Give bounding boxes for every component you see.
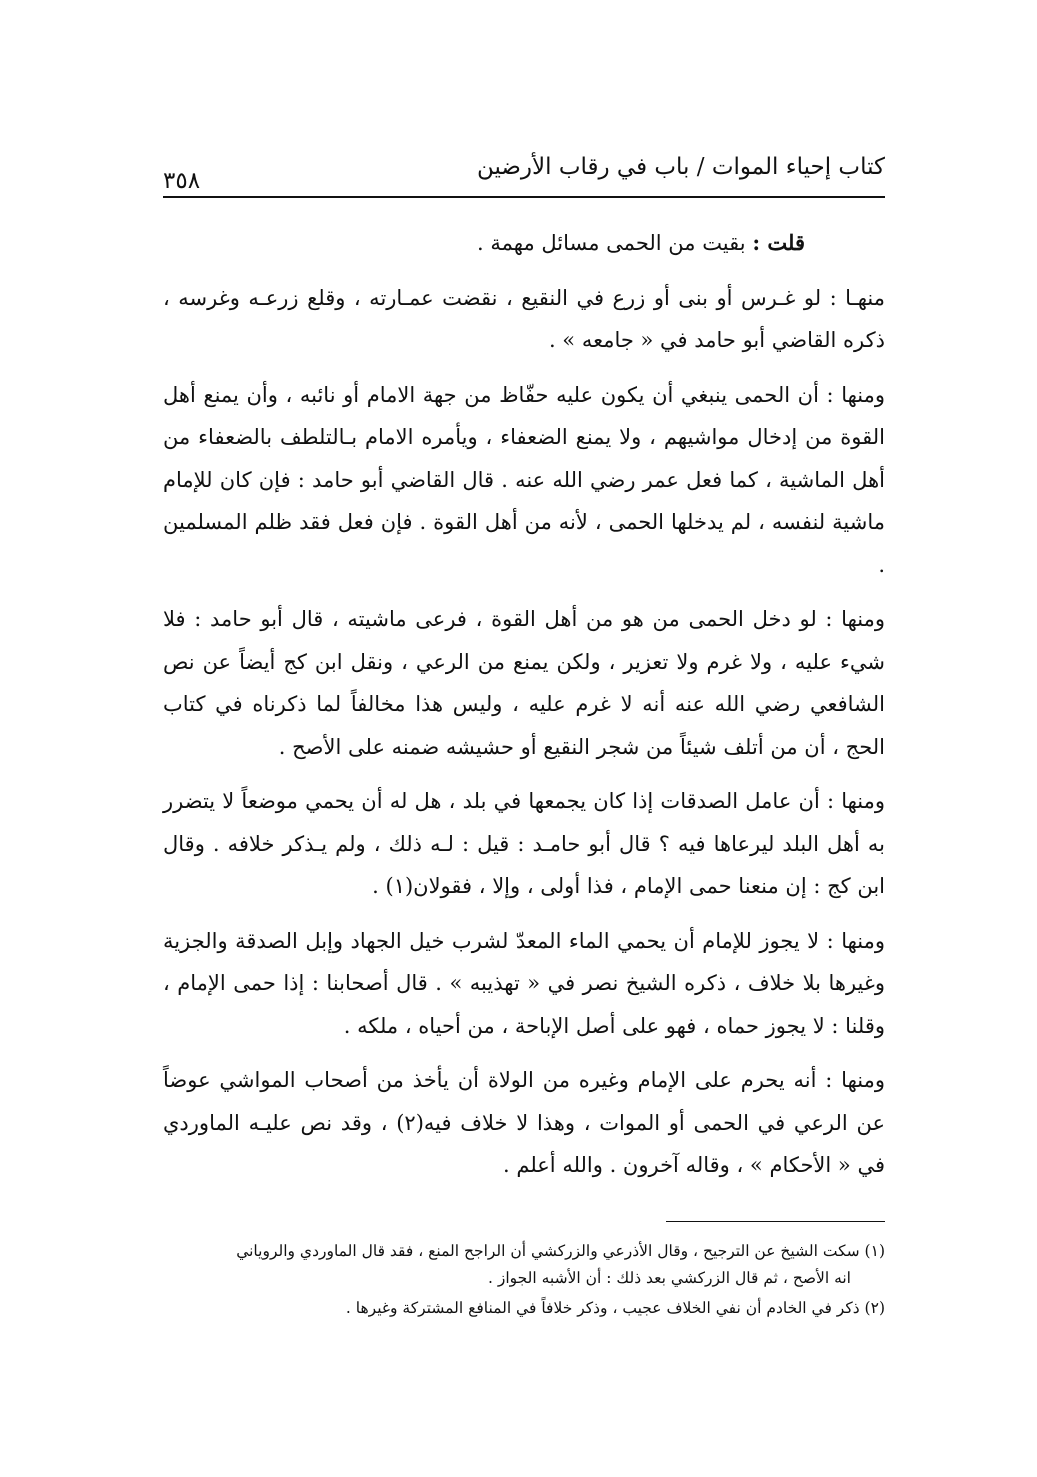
paragraph-7: ومنها : أنه يحرم على الإمام وغيره من الولاة أن يأخذ من أصحاب المواشي عوضاً عن الرعي في الحمى أو الموات ، وهذا لا خلاف فيه(٢) ، وقد نص عليـه الماوردي في « الأحكام » ، وقاله آخرون . والله أعلم .: [163, 1068, 885, 1177]
paragraph-1-lead: قلت :: [752, 230, 805, 255]
page-header: [163, 150, 885, 196]
footnote-1-line-1: (١) سكت الشيخ عن الترجيح ، وقال الأذرعي والزركشي أن الراجح المنع ، فقد قال الماوردي والروياني: [236, 1242, 885, 1260]
paragraph-1: [163, 222, 885, 265]
paragraph-3: ومنها : أن الحمى ينبغي أن يكون عليه حفّاظ من جهة الامام أو نائبه ، وأن يمنع أهل القوة من إدخال مواشيهم ، ولا يمنع الضعفاء ، ويأمره الامام بـالتلطف بالضعفاء من أهل الماشية ، كما فعل عمر رضي الله عنه . قال القاضي أبو حامد : فإن كان للإمام ماشية لنفسه ، لم يدخلها الحمى ، لأنه من أهل القوة . فإن فعل فقد ظلم المسلمين .: [163, 382, 885, 577]
paragraph-2: منهـا : لو غـرس أو بنى أو زرع في النقيع ، نقضت عمـارته ، وقلع زرعـه وغرسه ، ذكره القاضي أبو حامد في « جامعه » .: [163, 285, 885, 352]
running-head: كتاب إحياء الموات / باب في رقاب الأرضين: [476, 154, 885, 180]
footnotes: [163, 1238, 885, 1325]
footnote-rule: [666, 1221, 885, 1222]
footnote-1: [163, 1238, 885, 1292]
paragraph-1-text: بقيت من الحمى مسائل مهمة .: [477, 231, 746, 255]
paragraph-6: ومنها : لا يجوز للإمام أن يحمي الماء المعدّ لشرب خيل الجهاد وإبل الصدقة والجزية وغيرها بلا خلاف ، ذكره الشيخ نصر في « تهذيبه » . قال أصحابنا : إذا حمى الإمام ، وقلنا : لا يجوز حماه ، فهو على أصل الإباحة ، من أحياه ، ملكه .: [163, 928, 885, 1038]
paragraph-5: ومنها : أن عامل الصدقات إذا كان يجمعها في بلد ، هل له أن يحمي موضعاً لا يتضرر به أهل البلد ليرعاها فيه ؟ قال أبو حامـد : قيل : لـه ذلك ، ولم يـذكر خلافه . وقال ابن كج : إن منعنا حمى الإمام ، فذا أولى ، وإلا ، فقولان(١) .: [163, 789, 885, 898]
main-text: [163, 222, 885, 1199]
paragraph-4: ومنها : لو دخل الحمى من هو من أهل القوة ، فرعى ماشيته ، قال أبو حامد : فلا شيء عليه ، ولا غرم ولا تعزير ، ولكن يمنع من الرعي ، ونقل ابن كج أيضاً عن نص الشافعي رضي الله عنه أنه لا غرم عليه ، وليس هذا مخالفاً لما ذكرناه في كتاب الحج ، أن من أتلف شيئاً من شجر النقيع أو حشيشه ضمنه على الأصح .: [163, 607, 885, 759]
footnote-1-line-2: انه الأصح ، ثم قال الزركشي بعد ذلك : أن الأشبه الجواز .: [488, 1269, 851, 1287]
page-number: ٣٥٨: [163, 168, 201, 194]
footnote-2: (٢) ذكر في الخادم أن نفي الخلاف عجيب ، وذكر خلافاً في المنافع المشتركة وغيرها .: [345, 1299, 885, 1317]
header-rule: [163, 196, 885, 198]
